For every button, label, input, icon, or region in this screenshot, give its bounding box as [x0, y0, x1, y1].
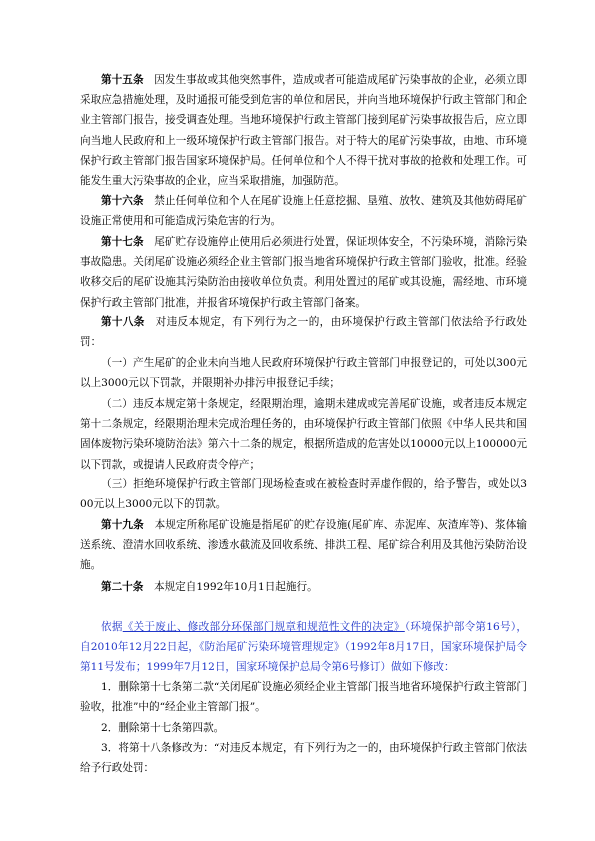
article-15 — [80, 70, 527, 191]
article-17-label: 第十七条 — [101, 236, 144, 248]
amendment-decision-link[interactable]: 《关于废止、修改部分环保部门规章和规范性文件的决定》 — [122, 621, 405, 633]
amendment-prefix: 依据 — [101, 621, 123, 633]
change-2: 2．删除第十七条第四款。 — [101, 722, 225, 734]
article-19-text: 本规定所称尾矿设施是指尾矿的贮存设施(尾矿库、赤泥库、灰渣库等)、浆体输送系统、澄清水回收系统、渗透水截流及回收系统、排洪工程、尾矿综合利用及其他污染防治设施。 — [80, 519, 528, 572]
article-16 — [80, 191, 527, 231]
article-17 — [80, 232, 527, 313]
article-19 — [80, 515, 527, 576]
amendment-note — [80, 617, 527, 678]
article-15-text: 因发生事故或其他突然事件，造成或者可能造成尾矿污染事故的企业，必须立即采取应急措施处理，及时通报可能受到危害的单位和居民，并向当地环境保护行政主管部门和企业主管部门报告，接受调查处理。当地环境保护行政主管部门接到尾矿污染事故报告后，应立即向当地人民政府和上一级环境保护行政主管部门报告。对于特大的尾矿污染事故，由地、市环境保护行政主管部门报告国家环境保护局。任何单位和个人不得干扰对事故的抢救和处理工作。可能发生重大污染事故的企业，应当采取措施，加强防范。 — [80, 74, 528, 188]
article-18-text: 对违反本规定，有下列行为之一的，由环境保护行政主管部门依法给予行政处罚： — [80, 316, 528, 349]
article-16-label: 第十六条 — [101, 195, 144, 207]
article-18 — [80, 312, 527, 352]
article-20-label: 第二十条 — [101, 581, 144, 593]
change-1: 1．删除第十七条第二款“关闭尾矿设施必须经企业主管部门报当地省环境保护行政主管部门验收，批准”中的“经企业主管部门报”。 — [80, 681, 527, 714]
article-18-item-2: （二）违反本规定第十条规定，经限期治理，逾期未建成或完善尾矿设施，或者违反本规定第十二条规定，经限期治理未完成治理任务的，由环境保护行政主管部门依照《中华人民共和国固体废物污染环境防治法》第六十二条的规定，根据所造成的危害处以10000元以上100000元以下罚款，或提请人民政府责令停产； — [80, 398, 527, 471]
article-19-label: 第十九条 — [101, 519, 144, 531]
amendment-suffix: （环境保护部令第16号），自2010年12月22日起，《防治尾矿污染环境管理规定》（1992年8月17日，国家环境保护局令第11号发布；1999年7月12日，国家环境保护总局令第6号修订）做如下修改： — [80, 621, 527, 674]
article-18-item-1: （一）产生尾矿的企业未向当地人民政府环境保护行政主管部门申报登记的，可处以300元以上3000元以下罚款，并限期补办排污申报登记手续； — [80, 357, 527, 390]
change-3: 3．将第十八条修改为：“对违反本规定，有下列行为之一的，由环境保护行政主管部门依法给予行政处罚： — [80, 742, 527, 775]
article-15-label: 第十五条 — [101, 74, 144, 86]
article-18-label: 第十八条 — [101, 316, 145, 328]
article-20 — [80, 577, 527, 597]
article-18-item-3: （三）拒绝环境保护行政主管部门现场检查或在被检查时弄虚作假的，给予警告，或处以300元以上3000元以下的罚款。 — [80, 478, 527, 511]
article-17-text: 尾矿贮存设施停止使用后必须进行处置，保证坝体安全，不污染环境，消除污染事故隐患。关闭尾矿设施必须经企业主管部门报当地省环境保护行政主管部门验收，批准。经验收移交后的尾矿设施其污染防治由接收单位负责。利用处置过的尾矿或其设施，需经地、市环境保护行政主管部门批准，并报省环境保护行政主管部门备案。 — [80, 236, 528, 309]
article-16-text: 禁止任何单位和个人在尾矿设施上任意挖掘、垦殖、放牧、建筑及其他妨碍尾矿设施正常使用和可能造成污染危害的行为。 — [80, 195, 528, 228]
article-20-text: 本规定自1992年10月1日起施行。 — [153, 581, 318, 593]
